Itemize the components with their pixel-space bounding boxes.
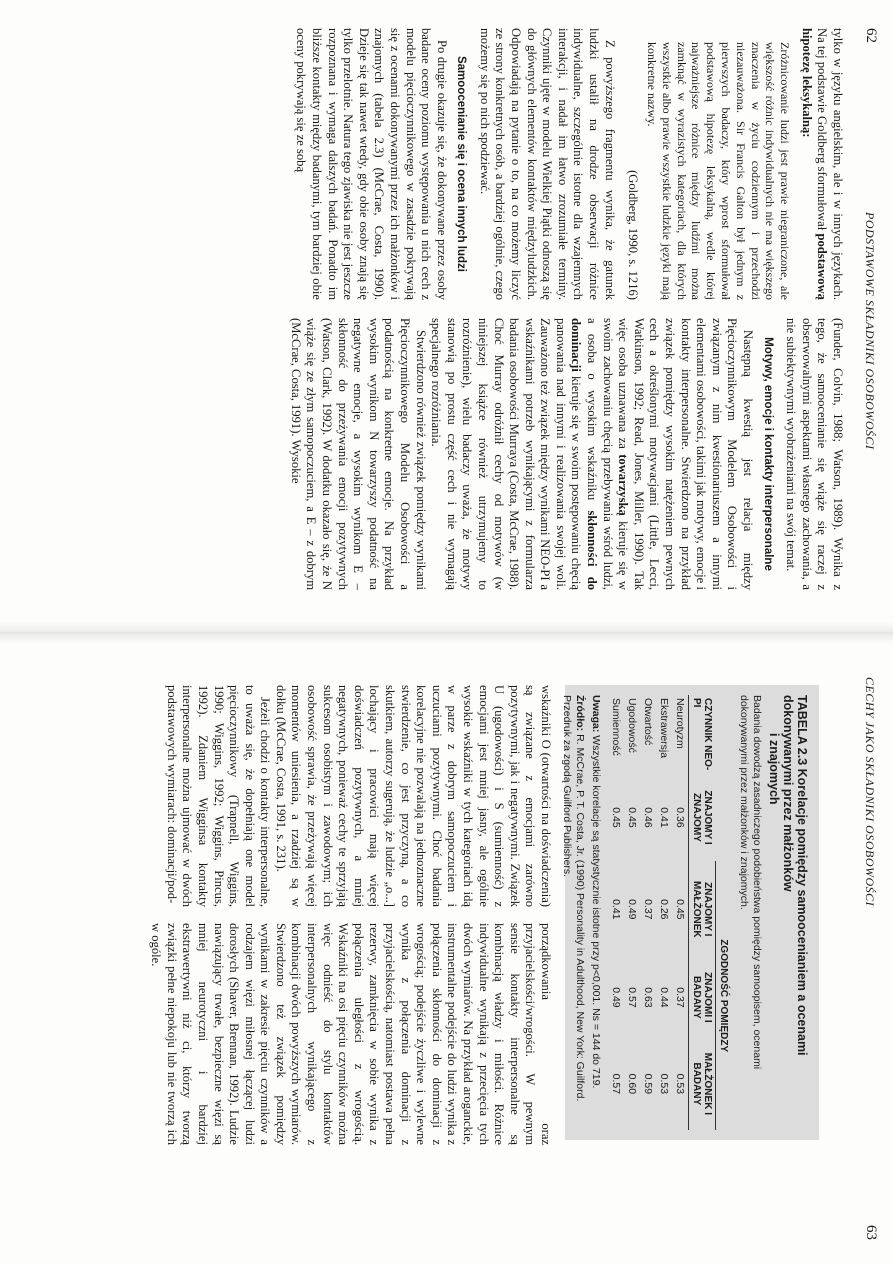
table-cell: Ugodowość bbox=[626, 698, 638, 753]
table-2-3 bbox=[561, 685, 819, 1140]
paragraph: Z powyższego fragmentu wynika, że gatunek ludzki ustalił na drodze obserwacji różnice indywidualne, szczególnie istotne dla wzajemnych interakcji, i nadał im łatwo zrozumiałe terminy. Czynniki ujęte w modelu Wielkiej Piątki odnoszą się do głównych elementów kontaktów międzyludzkich. Odpowiadają na pytanie o to, na co możemy liczyć ze strony konkretnych osób, a bardziej ogólnie, czego możemy się po nich spodziewać. bbox=[477, 28, 617, 300]
left-page bbox=[0, 0, 893, 630]
paragraph: Po drugie okazuje się, że dokonywane przez osoby badane oceny poziomu występowania u nich cech z modelu pięcioczynnikowego w zasadzie pokrywają się z ocenami dokonywanymi przez ich małżonków i znajomych (tabela 2.3) (McCrae, Costa, 1990). Dzieje się tak nawet wtedy, gdy obie osoby znają się tylko przelotnie. Natura tego zjawiska nie jest jeszcze rozpoznana i wymaga dalszych badań. Ponadto im bliższe kontakty między badanymi, tym bardziej obie oceny pokrywają się ze sobą bbox=[294, 28, 449, 300]
paragraph-text: kieruje się w swoim zachowaniu chęcią przebywania wśród ludzi, a osoba o wysokim wskaźniku bbox=[585, 318, 631, 590]
table-row bbox=[608, 695, 624, 1130]
table-cell: 0.49 bbox=[626, 899, 638, 920]
section-heading: Samoocenianie się i ocena innych ludzi bbox=[455, 55, 468, 272]
block-quote: Zróżnicowanie ludzi jest prawie niegraniczone, ale większość różnic indywidualnych nie ma większego znaczenia w życiu codziennym i przechodzi niezauważona. Sir Francis Galton był jednym z pierwszych badaczy, który wprost sformułował podstawową hipotezę leksykalną, wedle której najważniejsze różnice między ludźmi można zamknąć w wyrazistych kategoriach, dla których wszystkie albo prawie wszystkie ludzkie języki mają konkretne nazwy. bbox=[645, 42, 793, 300]
paragraph: Jeżeli chodzi o kontakty interpersonalne, to uważa się, że dopełniają one model pięcioczynnikowy (Trapnell, Wiggins, 1990; Wiggins, 1992; Wiggins, Pincus, 1992). Zdaniem Wigginsa kontakty interpersonalne można ujmować w dwóch podstawowych wymiarach: dominacji/pod- bbox=[164, 685, 273, 907]
table-cell: 0.36 bbox=[674, 807, 686, 828]
table-note-label: Uwaga: bbox=[590, 695, 602, 733]
table-note bbox=[589, 685, 608, 1140]
table-cell: 0.37 bbox=[642, 899, 654, 920]
running-head: PODSTAWOWE SKŁADNIKI OSOBOWOŚCI bbox=[863, 212, 877, 450]
table-cell: 0.41 bbox=[610, 899, 622, 920]
table-note-text: Wszystkie korelacje są statystycznie istotne przy p<0,001. Ns = 144 do 719. bbox=[590, 735, 602, 1089]
table-row bbox=[640, 695, 656, 1130]
table-cell: 0.57 bbox=[610, 1073, 622, 1095]
correlation-table bbox=[608, 695, 731, 1130]
quote-citation: (Goldberg, 1990, s. 1216) bbox=[626, 170, 641, 300]
left-page-column-2 bbox=[7, 318, 845, 590]
paragraph-text: kieruje się w swoim postępowaniu chęcią panowania nad innymi i realizowania swojej woli. Zauważono też związek między wynikami NEO-PI a wskaźnikami potrzeb wynikającymi z formularza badania osobowości Murraya (Costa, McCrae, 1988). Choć Murray odróżnił cechy od motywów (w niniejszej książce również utrzymujemy to rozróżnienie), wielu badaczy uważa, że motywy stanowią po prostu część cech i nie wymagają specjalnego rozróżniania. bbox=[429, 318, 584, 590]
page-number: 62 bbox=[863, 28, 879, 43]
table-cell: 0.49 bbox=[610, 987, 622, 1008]
paragraph bbox=[798, 28, 845, 300]
table-cell: Sumienność bbox=[610, 698, 622, 756]
table-column-header: MAŁŻONEK I BADANY bbox=[689, 1038, 716, 1130]
table-cell: 0.26 bbox=[658, 899, 670, 920]
paragraph: Stwierdzono również związek pomiędzy wynikami Pięcioczynnikowego Modelu Osobowości a podatnością na konkretne emocje. Na przykład wysokim wynikom N towarzyszy podatność na negatywne emocje, a wysokim wynikom E – skłonność do przeżywania emocji pozytywnych (Watson, Clark, 1992). W dodatku okazało się, że N wiąże się ze złym samopoczuciem, a E – z dobrym (McCrae, Costa, 1991). Wysokie bbox=[288, 318, 428, 590]
table-cell: 0.45 bbox=[626, 807, 638, 828]
table-cell: 0.59 bbox=[642, 1073, 654, 1095]
table-cell: 0.60 bbox=[626, 1073, 638, 1095]
table-source-text: R. McCrae, P. T. Costa, Jr. (1990) Personality in Adulthood, New York: Guilford. Przedruk za zgodą Guilford Publishers. bbox=[561, 695, 586, 1102]
right-page-column-1 bbox=[7, 685, 553, 907]
table-cell: 0.45 bbox=[674, 899, 686, 920]
paragraph-text: Następną kwestią jest relacja między Pięcioczynnikowym Modelem Osobowości i związanym z nim kwestionariuszem a innymi elementami osobowości, takimi jak motywy, emocje i kontakty interpersonalne. Stwierdzono na przykład związek pomiędzy wysokim natężeniem pewnych cech a określonymi motywacjami (Little, Lecci, Watkinson, 1992; Read, Jones, Miller, 1990). Tak więc osoba uznawana za bbox=[616, 318, 756, 590]
table-source bbox=[560, 685, 589, 1140]
table-column-header: CZYNNIK NEO-PI bbox=[689, 695, 716, 774]
section-heading: Motywy, emocje i kontakty interpersonalne bbox=[761, 337, 774, 571]
table-group-header: ZGODNOŚĆ POMIĘDZY bbox=[716, 861, 732, 1130]
left-page-column-1 bbox=[7, 28, 845, 300]
table-cell: 0.57 bbox=[626, 987, 638, 1008]
right-page-column-2 bbox=[7, 923, 553, 1145]
table-row bbox=[672, 695, 689, 1130]
bold-term: skłonności do dominacji bbox=[569, 318, 600, 590]
table-cell: Ekstrawersja bbox=[658, 698, 670, 759]
paragraph bbox=[428, 318, 755, 590]
table-cell: Otwartość bbox=[642, 698, 654, 746]
paragraph: (Funder, Colvin, 1988; Watson, 1989). Wynika z tego, że samoocenianie się wiąże się raczej z obserwowalnymi aspektami własnego zachowania, a nie subiektywnymi wyobrażeniami na swój temat. bbox=[784, 318, 845, 590]
table-caption: TABELA 2.3 Korelacje pomiędzy samoocenianiem a ocenami dokonywanymi przez małżonków bbox=[781, 695, 809, 1056]
table-cell: 0.45 bbox=[610, 807, 622, 828]
table-caption-continued: i znajomych bbox=[767, 733, 781, 805]
table-header-spacer bbox=[716, 695, 732, 774]
table-cell: 0.53 bbox=[658, 1073, 670, 1095]
table-header-spacer bbox=[716, 774, 732, 862]
table-cell: 0.44 bbox=[658, 987, 670, 1008]
table-cell: 0.46 bbox=[642, 807, 654, 828]
table-source-label: Źródło: bbox=[574, 695, 586, 732]
page-number: 63 bbox=[863, 1225, 879, 1240]
table-row bbox=[624, 695, 640, 1130]
table-description: Badania dowodzą zasadniczego podobieństwa pomiędzy samoopisem, ocenami dokonywanymi przez małżonków i znajomych. bbox=[738, 695, 763, 1070]
paragraph: porządkowania oraz przyjacielskości/wrogości. W pewnym sensie kontakty interpersonalne są kombinacją władzy i miłości. Różnice indywidualne wynikają z przecięcia tych dwóch wymiarów. Na przykład aroganckie, instrumentalne podejście do ludzi wynika z połączenia skłonności do dominacji z wrogością; podejście życzliwe i wylewne wynika z połączenia dominacji z przyjacielskością, natomiast postawa pełna rezerwy, zamknięcia w sobie wynika z połączenia uległości z wrogością. Wskaźniki na osi pięciu czynników można więc odnieść do stylu kontaktów interpersonalnych wynikającego z kombinacji dwóch powyższych wymiarów. Stwierdzono też związek pomiędzy wynikami w zakresie pięciu czynników a rodzajem więzi miłosnej łączącej ludzi dorosłych (Shaver, Brennan, 1992). Ludzie nawiązujący trwałe, bezpieczne więzi są mniej neurotyczni i bardziej ekstrawertywni niż ci, którzy tworzą związki pełne niepokoju lub nie tworzą ich w ogóle. bbox=[149, 923, 553, 1145]
bold-term: podstawową hipotezę leksykalną: bbox=[799, 28, 830, 300]
table-cell: 0.37 bbox=[674, 987, 686, 1008]
table-column-header: ZNAJOMY I MAŁŻONEK bbox=[689, 861, 716, 957]
running-head: CECHY JAKO SKŁADNIKI OSOBOWOŚCI bbox=[863, 677, 877, 907]
table-cell: 0.53 bbox=[674, 1073, 686, 1095]
table-cell: 0.63 bbox=[642, 987, 654, 1008]
paragraph-text: tylko w języku angielskim, ale i w innych językach. Na tej podstawie Goldberg sformułował bbox=[815, 28, 845, 300]
table-column-header: ZNAJOMI I BADANY bbox=[689, 957, 716, 1038]
right-page bbox=[0, 633, 893, 1263]
bold-term: towarzyską bbox=[616, 454, 631, 516]
table-cell: Neurotyzm bbox=[674, 698, 686, 749]
paragraph: wskaźniki O (otwartości na doświadczenia) są związane z emocjami zarówno pozytywnymi, jak i negatywnymi. Związek U (ugodowości) i S (sumienność) z emocjami jest mniej jasny, ale ogólnie wysokie wskaźniki w tych kategoriach idą w parze z dobrym samopoczuciem i uczuciami pozytywnymi. Choć badania korelacyjne nie pozwalają na jednoznaczne stwierdzenie, co jest przyczyną, a co skutkiem, autorzy sugerują, że ludzie „o...] lochający i pracowici mają więcej doświadczeń pozytywnych, a mniej negatywnych, ponieważ cechy te sprzyjają sukcesom osobistym i zawodowym; ich osobowość sprawia, że przeżywają więcej momentów uniesienia, a rzadziej są w dołku (McCrae, Costa, 1991, s. 231). bbox=[273, 685, 553, 907]
table-column-header: ZNAJOMY I ZNAJOMY bbox=[689, 774, 716, 862]
table-cell: 0.41 bbox=[658, 807, 670, 828]
table-row bbox=[656, 695, 672, 1130]
